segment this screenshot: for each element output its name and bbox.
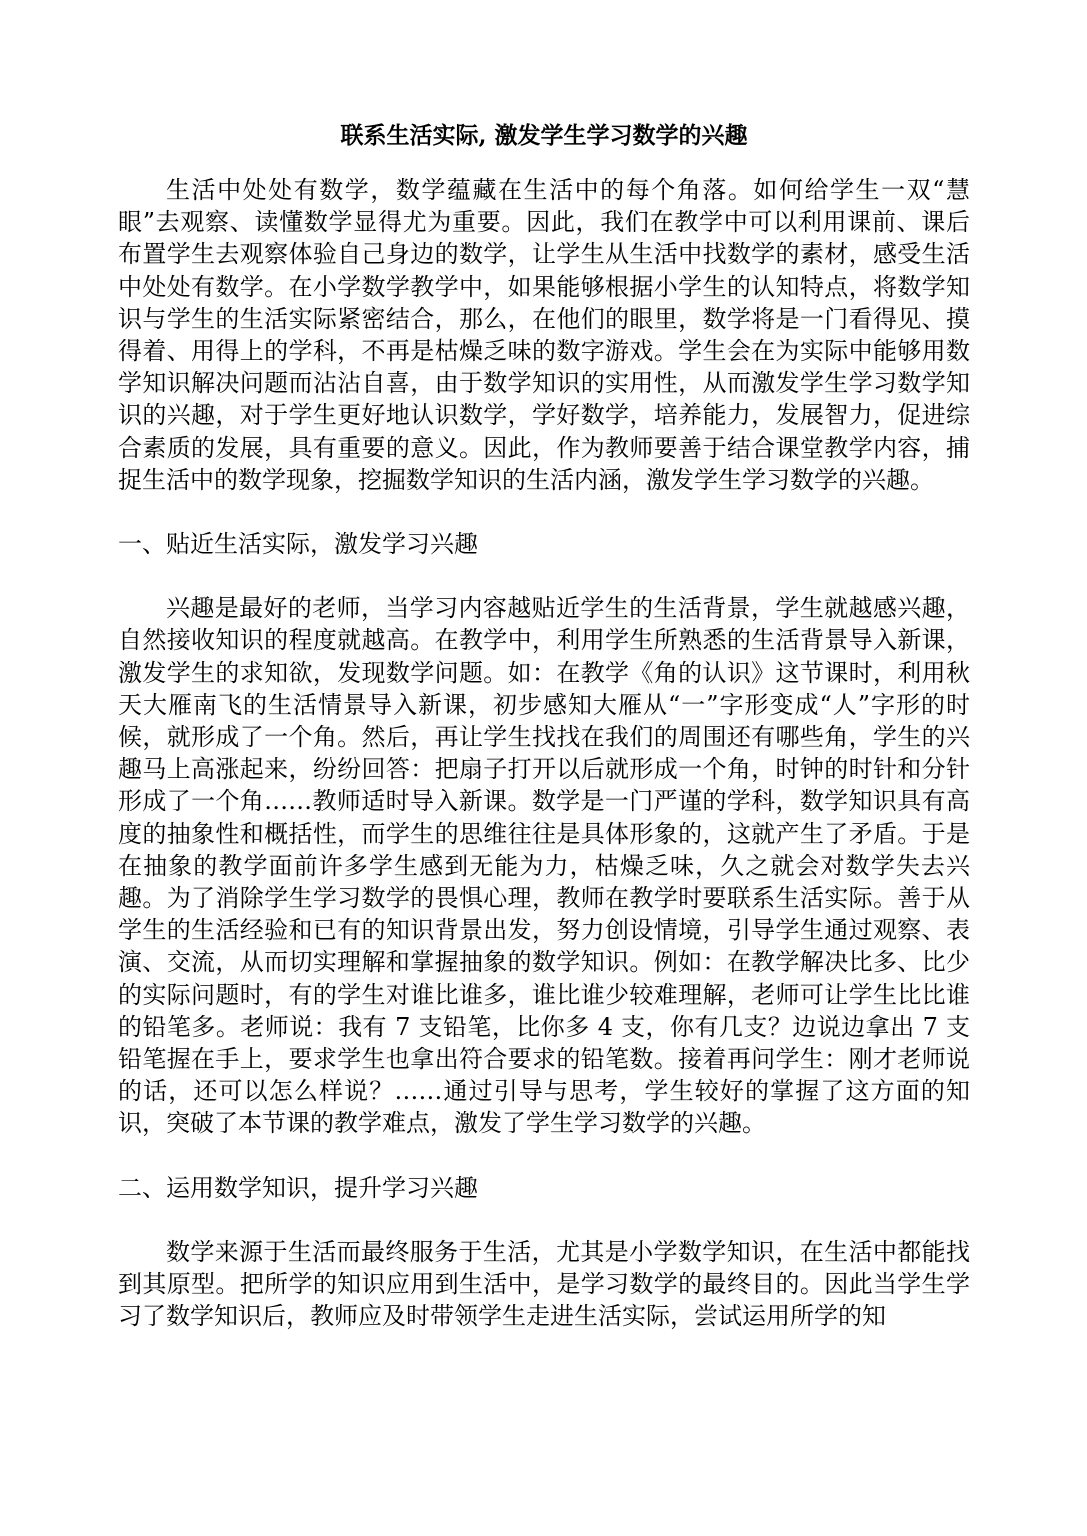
document-title: 联系生活实际, 激发学生学习数学的兴趣 bbox=[340, 122, 748, 149]
section-1-paragraph: 兴趣是最好的老师，当学习内容越贴近学生的生活背景，学生就越感兴趣，自然接收知识的程度就越高。在教学中，利用学生所熟悉的生活背景导入新课，激发学生的求知欲，发现数学问题。如：在教学《角的认识》这节课时，利用秋天大雁南飞的生活情景导入新课，初步感知大雁从“一”字形变成“人”字形的时候，就形成了一个角。然后，再让学生找找在我们的周围还有哪些角，学生的兴趣马上高涨起来，纷纷回答：把扇子打开以后就形成一个角，时钟的时针和分针形成了一个角……教师适时导入新课。数学是一门严谨的学科，数学知识具有高度的抽象性和概括性，而学生的思维往往是具体形象的，这就产生了矛盾。于是在抽象的教学面前许多学生感到无能为力，枯燥乏味，久之就会对数学失去兴趣。为了消除学生学习数学的畏惧心理，教师在教学时要联系生活实际。善于从学生的生活经验和已有的知识背景出发，努力创设情境，引导学生通过观察、表演、交流，从而切实理解和掌握抽象的数学知识。例如：在教学解决比多、比少的实际问题时，有的学生对谁比谁多，谁比谁少较难理解，老师可让学生比比谁的铅笔多。老师说：我有 7 支铅笔，比你多 4 支，你有几支？边说边拿出 7 支铅笔握在手上，要求学生也拿出符合要求的铅笔数。接着再问学生：刚才老师说的话，还可以怎么样说？……通过引导与思考，学生较好的掌握了这方面的知识，突破了本节课的教学难点，激发了学生学习数学的兴趣。 bbox=[118, 594, 970, 1138]
intro-paragraph: 生活中处处有数学，数学蕴藏在生活中的每个角落。如何给学生一双“慧眼”去观察、读懂数学显得尤为重要。因此，我们在教学中可以利用课前、课后布置学生去观察体验自己身边的数学，让学生从生活中找数学的素材，感受生活中处处有数学。在小学数学教学中，如果能够根据小学生的认知特点，将数学知识与学生的生活实际紧密结合，那么，在他们的眼里，数学将是一门看得见、摸得着、用得上的学科，不再是枯燥乏味的数字游戏。学生会在为实际中能够用数学知识解决问题而沾沾自喜，由于数学知识的实用性，从而激发学生学习数学知识的兴趣，对于学生更好地认识数学，学好数学，培养能力，发展智力，促进综合素质的发展，具有重要的意义。因此，作为教师要善于结合课堂教学内容，捕捉生活中的数学现象，挖掘数学知识的生活内涵，激发学生学习数学的兴趣。 bbox=[118, 176, 970, 494]
section-2-paragraph: 数学来源于生活而最终服务于生活，尤其是小学数学知识，在生活中都能找到其原型。把所学的知识应用到生活中，是学习数学的最终目的。因此当学生学习了数学知识后，教师应及时带领学生走进生活实际，尝试运用所学的知 bbox=[118, 1237, 970, 1331]
section-1-heading: 一、贴近生活实际，激发学习兴趣 bbox=[118, 530, 478, 559]
document-page bbox=[118, 120, 970, 1333]
section-2-heading: 二、运用数学知识，提升学习兴趣 bbox=[118, 1173, 478, 1202]
